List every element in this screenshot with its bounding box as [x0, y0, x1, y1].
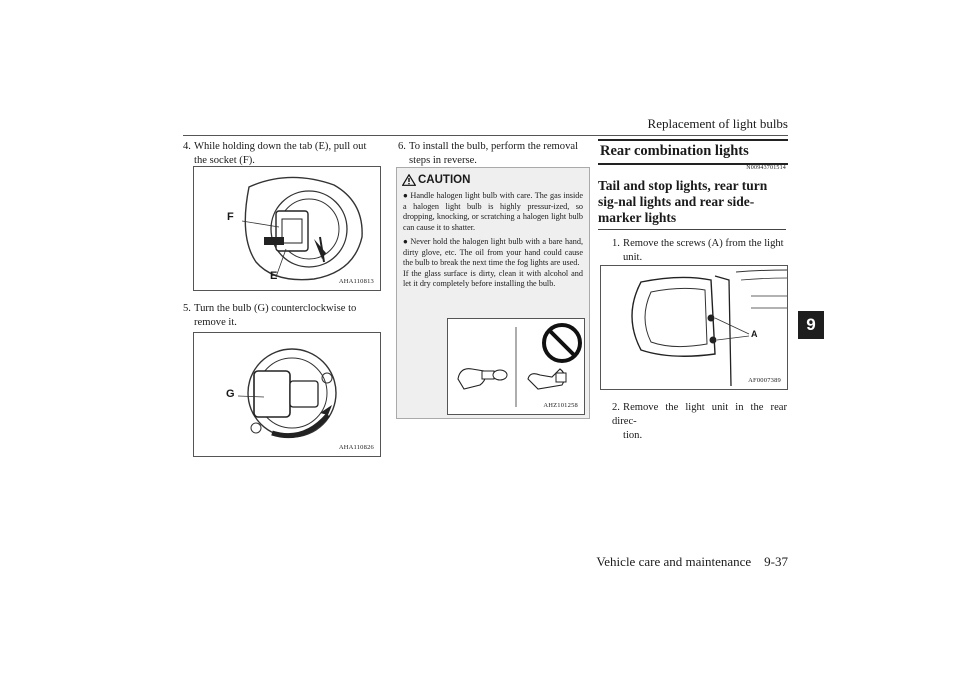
step-5 — [183, 302, 378, 330]
figure-code: AF0007389 — [748, 377, 781, 384]
figure-code: AHA110813 — [338, 278, 374, 285]
figure-bulb-rotate — [193, 332, 381, 457]
socket-illustration — [194, 167, 380, 290]
step-text: To install the bulb, perform the removal — [409, 141, 579, 152]
caution-text: Handle halogen light bulb with care. The gas inside a halogen light bulb is highly pressur-ized, so dropping, knocking, or scratching a halogen light bulb can cause it to shatter. — [403, 191, 583, 232]
caution-title: CAUTION — [418, 174, 471, 186]
reference-code: N00943701514 — [746, 165, 786, 171]
step-text: While holding down the tab (E), pull out — [194, 141, 367, 152]
label-g: G — [226, 388, 235, 400]
step-number: 2. — [612, 402, 620, 413]
step-number: 5. — [183, 303, 191, 314]
step-text-cont: the socket (F). — [194, 155, 255, 166]
step-number: 6. — [398, 141, 406, 152]
bulb-handling-illustration — [448, 319, 584, 414]
caution-text-cont: If the glass surface is dirty, clean it with alcohol and let it dry completely before installing the bulb. — [403, 268, 583, 289]
label-e: E — [270, 270, 278, 282]
caution-text: Never hold the halogen light bulb with a bare hand, dirty glove, etc. The oil from your hand could cause the bulb to break the next time the fog lights are used. — [403, 237, 583, 268]
header-rule — [183, 135, 788, 136]
section-heading: Rear combination lights — [598, 139, 788, 165]
figure-bulb-handling — [447, 318, 585, 415]
step-text-cont: unit. — [623, 252, 643, 263]
step-text: Remove the light unit in the rear direc- — [612, 402, 787, 427]
step-number: 4. — [183, 141, 191, 152]
step-2 — [612, 401, 787, 443]
figure-code: AHA110826 — [338, 444, 374, 451]
subsection-heading: Tail and stop lights, rear turn sig-nal lights and rear side-marker lights — [598, 178, 786, 230]
step-text-cont: tion. — [623, 430, 643, 441]
step-number: 1. — [612, 238, 620, 249]
label-f: F — [227, 211, 234, 223]
bullet-icon: ● — [403, 237, 409, 246]
bullet-icon: ● — [403, 191, 409, 200]
caution-item-1 — [403, 191, 583, 233]
step-text: Turn the bulb (G) counterclockwise to — [194, 303, 357, 314]
step-4 — [183, 140, 378, 168]
page-header-title: Replacement of light bulbs — [647, 116, 788, 131]
figure-socket-removal — [193, 166, 381, 291]
bulb-illustration — [194, 333, 380, 456]
step-text-cont: remove it. — [194, 317, 237, 328]
step-text-cont: steps in reverse. — [409, 155, 477, 166]
step-text: Remove the screws (A) from the light — [623, 238, 784, 249]
figure-code: AHZ101258 — [543, 402, 578, 409]
label-a: A — [751, 329, 758, 339]
rear-light-illustration — [601, 266, 787, 389]
chapter-tab: 9 — [798, 311, 824, 339]
step-1 — [612, 237, 787, 265]
figure-rear-light-screws — [600, 265, 788, 390]
warning-triangle-icon — [402, 174, 416, 186]
page-footer: Vehicle care and maintenance 9-37 — [596, 554, 788, 569]
caution-box — [396, 167, 590, 419]
step-6 — [398, 140, 586, 168]
caution-heading — [402, 174, 470, 186]
caution-item-2 — [403, 237, 583, 290]
